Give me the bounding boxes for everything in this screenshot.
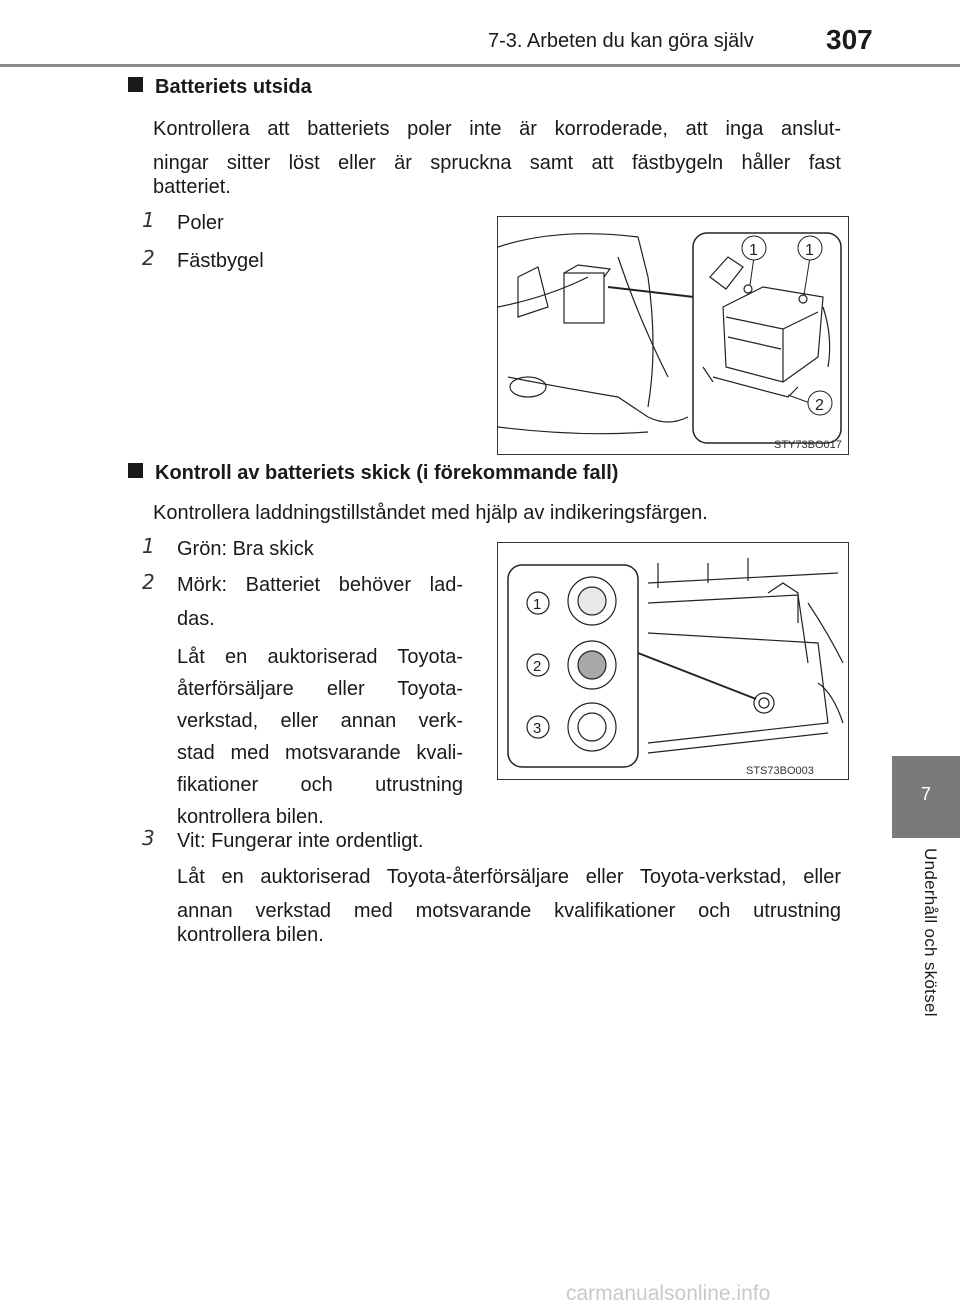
- item-number: 2: [142, 570, 155, 594]
- chapter-tab[interactable]: [892, 756, 960, 838]
- callout-2: 2: [815, 397, 824, 414]
- item-label-green: Grön: Bra skick: [177, 538, 314, 560]
- engine-bay-illustration: [498, 217, 848, 454]
- page-number: 307: [826, 24, 873, 55]
- note-line: återförsäljare eller Toyota-: [177, 678, 463, 700]
- section2-intro: Kontrollera laddningstillståndet med hjälp av indikeringsfärgen.: [153, 502, 708, 524]
- heading-text: Batteriets utsida: [155, 76, 312, 98]
- section-heading-battery-condition: [128, 462, 618, 485]
- note-line: Låt en auktoriserad Toyota-: [177, 646, 463, 668]
- item-number: 3: [142, 826, 155, 850]
- square-bullet-icon: [128, 77, 143, 92]
- item-label-white: Vit: Fungerar inte ordentligt.: [177, 830, 424, 852]
- note-line: annan verkstad med motsvarande kvalifikationer och utrustning: [177, 900, 841, 922]
- figure-code: STY73BO017: [774, 439, 842, 451]
- note-line: verkstad, eller annan verk-: [177, 710, 463, 732]
- heading-text: Kontroll av batteriets skick (i förekommande fall): [155, 462, 619, 484]
- note-line: kontrollera bilen.: [177, 924, 324, 946]
- square-bullet-icon: [128, 463, 143, 478]
- note-line: fikationer och utrustning: [177, 774, 463, 796]
- item-number: 1: [142, 534, 155, 558]
- callout-1-left: 1: [749, 242, 758, 259]
- item-label-bracket: Fästbygel: [177, 250, 264, 272]
- indicator-figure: [497, 542, 849, 780]
- section-heading-battery-exterior: [128, 76, 312, 99]
- battery-exterior-figure: [497, 216, 849, 455]
- item-label-dark: Mörk: Batteriet behöver lad-: [177, 574, 463, 596]
- callout-1-right: 1: [805, 242, 814, 259]
- note-line: stad med motsvarande kvali-: [177, 742, 463, 764]
- callout-1-green: 1: [533, 596, 542, 613]
- callout-3-white: 3: [533, 720, 542, 737]
- chapter-number: 7: [920, 784, 931, 804]
- watermark: carmanualsonline.info: [566, 1282, 771, 1305]
- note-line: kontrollera bilen.: [177, 806, 324, 828]
- battery-indicator-illustration: [498, 543, 848, 779]
- item-label-poles: Poler: [177, 212, 224, 234]
- item-label-dark-cont: das.: [177, 608, 215, 630]
- note-line: Låt en auktoriserad Toyota-återförsäljare eller Toyota-verkstad, eller: [177, 866, 841, 888]
- paragraph-line: Kontrollera att batteriets poler inte är korroderade, att inga anslut-: [153, 118, 841, 140]
- header-divider: [0, 64, 960, 67]
- paragraph-line: ningar sitter löst eller är spruckna samt att fästbygeln håller fast: [153, 152, 841, 174]
- paragraph-line: batteriet.: [153, 176, 231, 198]
- item-number: 1: [142, 208, 155, 232]
- chapter-title: Underhåll och skötsel: [921, 848, 940, 1017]
- item-number: 2: [142, 246, 155, 270]
- header-section-title: 7-3. Arbeten du kan göra själv: [488, 30, 754, 52]
- callout-2-dark: 2: [533, 658, 542, 675]
- figure-code: STS73BO003: [746, 765, 814, 777]
